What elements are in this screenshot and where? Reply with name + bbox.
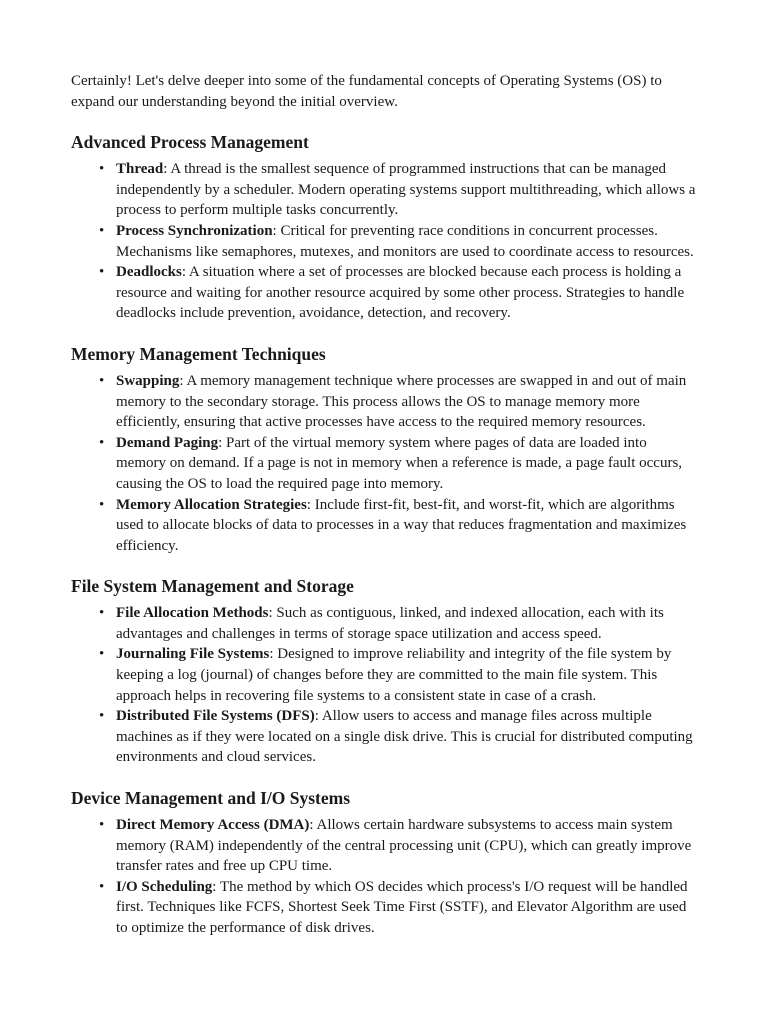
list-item (99, 433, 698, 495)
bullet-icon: • (99, 161, 105, 178)
section-title-memory-management: Memory Management Techniques (71, 343, 326, 364)
list-item (99, 221, 698, 262)
bullet-icon: • (99, 222, 105, 239)
list-item (99, 877, 698, 939)
bullet-icon: • (99, 264, 105, 281)
bullet-icon: • (99, 605, 105, 622)
item-text: : A memory management technique where processes are swapped in and out of main memory to the secondary storage. This process allows the OS to manage memory more efficiently, ensuring that active processes have access to the required memory resources. (116, 372, 687, 431)
item-text: : Critical for preventing race conditions in concurrent processes. Mechanisms like semaphores, mutexes, and monitors are used to coordinate access to resources. (116, 222, 694, 260)
section-list-memory-management (71, 371, 698, 556)
list-item (99, 603, 698, 644)
item-term: Distributed File Systems (DFS) (116, 708, 315, 725)
list-item (99, 262, 698, 324)
item-term: File Allocation Methods (116, 605, 269, 622)
item-term: Demand Paging (116, 434, 219, 451)
item-term: Thread (116, 161, 164, 178)
section-list-process-management (71, 159, 698, 324)
bullet-icon: • (99, 434, 105, 451)
list-item (99, 159, 698, 221)
item-term: Journaling File Systems (116, 646, 270, 663)
list-item (99, 706, 698, 768)
item-term: Direct Memory Access (DMA) (116, 817, 310, 834)
item-text: : The method by which OS decides which process's I/O request will be handled first. Techniques like FCFS, Shortest Seek Time First (SSTF), and Elevator Algorithm are used to optimize the performance of disk drives. (116, 878, 688, 936)
section-title-process-management: Advanced Process Management (71, 132, 309, 153)
section-title-device-management: Device Management and I/O Systems (71, 788, 351, 809)
item-text: : Part of the virtual memory system where pages of data are loaded into memory on demand. If a page is not in memory when a reference is made, a page fault occurs, causing the OS to load the required page into memory. (116, 434, 683, 492)
bullet-icon: • (99, 496, 105, 513)
item-term: Swapping (116, 372, 180, 389)
item-term: I/O Scheduling (116, 878, 213, 895)
item-text: : Designed to improve reliability and integrity of the file system by keeping a log (journal) of changes before they are committed to the main file system. This approach helps in recovering file systems to a consistent state in case of a crash. (116, 646, 672, 704)
bullet-icon: • (99, 372, 105, 389)
item-term: Memory Allocation Strategies (116, 496, 307, 513)
item-text: : Include first-fit, best-fit, and worst-fit, which are algorithms used to allocate blocks of data to processes in a way that reduces fragmentation and maximizes efficiency. (116, 496, 687, 554)
list-item (99, 815, 698, 877)
item-term: Process Synchronization (116, 222, 273, 239)
item-text: : Allow users to access and manage files across multiple machines as if they were located on a single disk drive. This is crucial for distributed computing environments and cloud services. (116, 708, 693, 766)
list-item (99, 371, 698, 433)
bullet-icon: • (99, 646, 105, 663)
item-text: : A thread is the smallest sequence of programmed instructions that can be managed independently by a scheduler. Modern operating systems support multithreading, which allows a process to perform multiple tasks concurrently. (116, 161, 696, 219)
item-text: : Such as contiguous, linked, and indexed allocation, each with its advantages and challenges in terms of storage space utilization and access speed. (116, 605, 664, 642)
bullet-icon: • (99, 878, 105, 895)
item-text: : A situation where a set of processes are blocked because each process is holding a resource and waiting for another resource acquired by some other process. Strategies to handle deadlocks include prevention, avoidance, detection, and recovery. (116, 264, 685, 322)
section-list-file-system (71, 603, 698, 768)
intro-paragraph: Certainly! Let's delve deeper into some of the fundamental concepts of Operating Systems (OS) to expand our understanding beyond the initial overview. (71, 73, 662, 110)
list-item (99, 644, 698, 706)
bullet-icon: • (99, 708, 105, 725)
section-list-device-management (71, 815, 698, 939)
section-title-file-system: File System Management and Storage (71, 576, 354, 597)
item-text: : Allows certain hardware subsystems to access main system memory (RAM) independently of the central processing unit (CPU), which can greatly improve transfer rates and free up CPU time. (116, 817, 692, 875)
list-item (99, 495, 698, 557)
bullet-icon: • (99, 817, 105, 834)
item-term: Deadlocks (116, 264, 182, 281)
